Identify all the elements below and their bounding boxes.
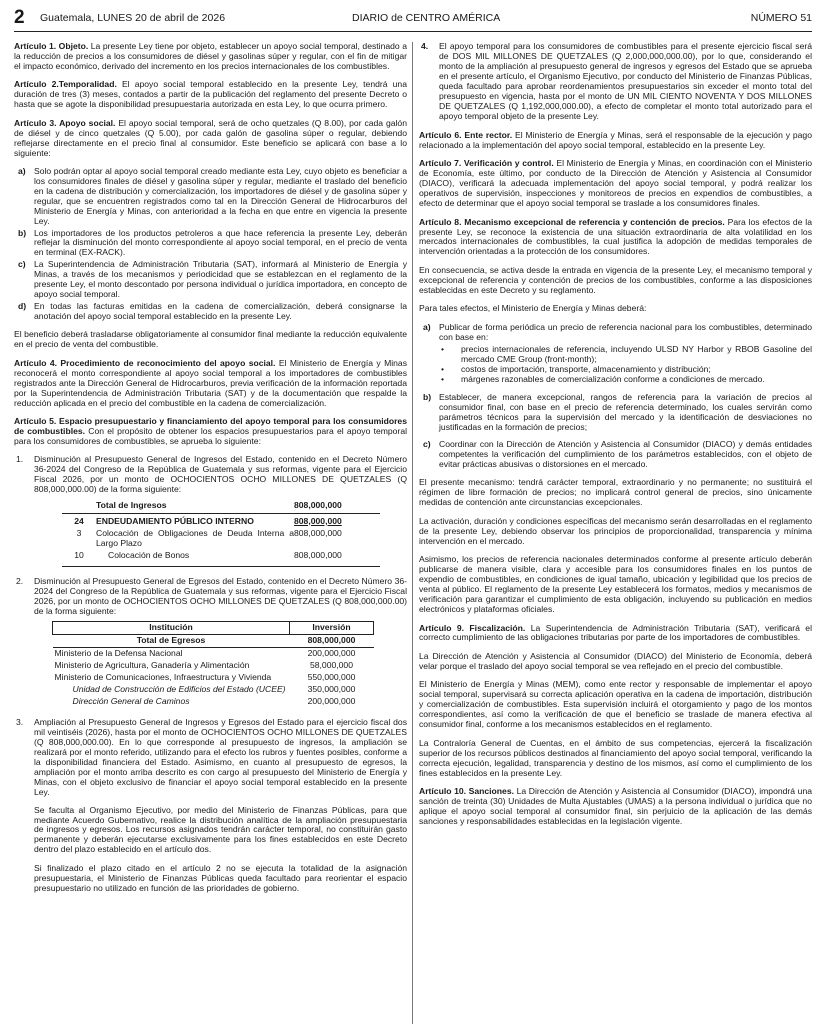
article-6-title: Artículo 6. Ente rector. xyxy=(419,129,513,140)
article-1-title: Artículo 1. Objeto. xyxy=(14,41,89,51)
numbered-item-label: 3. xyxy=(16,716,24,727)
right-column xyxy=(419,42,812,902)
row-amount: 550,000,000 xyxy=(307,671,356,682)
row-label: Colocación de Bonos xyxy=(108,549,190,560)
list-item-text: En todas las facturas emitidas en la cadena de comercialización, deberá consignarse la anotación del apoyo social temporal establecido en la presente Ley. xyxy=(34,301,407,322)
article-10 xyxy=(419,787,812,827)
expenditure-table xyxy=(52,621,374,708)
numbered-item-label: 2. xyxy=(16,576,24,587)
bullet-text: precios internacionales de referencia, incluyendo ULSD NY Harbor y RBOB Gasoline del mercado CME Group (front-month); xyxy=(461,343,812,364)
article-7-text: El Ministerio de Energía y Minas, en coordinación con el Ministerio de Economía, este último, por conducto de la Dirección de Atención y Asistencia al Consumidor (DIACO), verificará la adecuada implementación del apoyo social temporal, y podrá realizar los operativos de supervisión, inspecciones y monitoreos de precios en expendios de combustibles, a efecto de determinar que el apoyo social temporal se traslade a los consumidores finales. xyxy=(419,158,813,209)
article-5-text: Con el propósito de obtener los espacios presupuestarios para el apoyo temporal para los consumidores de combustibles, se aprueba lo siguiente: xyxy=(14,425,408,446)
article-9 xyxy=(419,624,812,644)
numbered-item xyxy=(14,718,407,798)
article-8-paragraph: El presente mecanismo: tendrá carácter temporal, extraordinario y no permanente; no sustituirá el régimen de libre formación de precios; no implicará control general de precios, sino únicamente medidas de contención ante circunstancias excepcionales. xyxy=(419,477,812,508)
table-row xyxy=(53,660,374,672)
table-header-amount: 808,000,000 xyxy=(294,499,380,513)
numbered-item-text: Ampliación al Presupuesto General de Ingresos y Egresos del Estado para el ejercicio fiscal dos mil veintiséis (2026), hasta por el monto de OCHOCIENTOS OCHO MILLONES DE QUETZALES (Q 808,000,000.00). En lo que corresponde al presupuesto de ingresos, la ampliación se realizará por el monto referido, utilizando para el efecto los rubros y fuentes posibles, conforme a la disponibilidad financiera del Estado. Asimismo, en cuanto al presupuesto de egresos, la ampliación por el monto arriba descrito es con cargo al presupuesto del Ministerio de Energía y Minas, con el objeto exclusivo de financiar el apoyo social temporal establecido en la presente Ley. xyxy=(34,716,407,797)
publication-name: DIARIO de CENTRO AMÉRICA xyxy=(352,12,501,25)
article-9-title: Artículo 9. Fiscalización. xyxy=(419,622,526,633)
row-amount: 808,000,000 xyxy=(294,549,342,560)
list-item-text: Coordinar con la Dirección de Atención y Asistencia al Consumidor (DIACO) y demás entidades competentes la verificación del cumplimiento de los parámetros establecidos, con el objeto de evitar prácticas abusivas o distorsiones en el mercado. xyxy=(439,439,812,470)
article-9-text: La Superintendencia de Administración Tributaria (SAT), verificará el correcto cumplimiento de las obligaciones tributarias por parte de los importadores de combustibles. xyxy=(419,622,812,643)
table-row xyxy=(53,684,374,696)
numbered-item xyxy=(419,42,812,122)
page-number: 2 xyxy=(14,7,25,29)
article-8-paragraph: En consecuencia, se activa desde la entrada en vigencia de la presente Ley, el mecanismo temporal y excepcional de referencia y contención de precios de los combustibles, conforme a las disposiciones establecidas en este Decreto y su reglamento. xyxy=(419,264,812,295)
publication-date: Guatemala, LUNES 20 de abril de 2026 xyxy=(40,12,226,25)
row-label: Unidad de Construcción de Edificios del Estado (UCEE) xyxy=(72,683,286,694)
list-item-text: Publicar de forma periódica un precio de referencia nacional para los combustibles, determinado con base en: xyxy=(439,321,812,342)
list-item-text: Establecer, de manera excepcional, rangos de referencia para la variación de precios al consumidor final, con base en el precio de referencia determinado, los cuales servirán como parámetros técnicos para la supervisión del mercado y la identificación de desviaciones no justificadas en la formación de precios; xyxy=(439,391,812,432)
row-label: Ministerio de Comunicaciones, Infraestructura y Vivienda xyxy=(54,671,272,682)
row-label: Colocación de Obligaciones de Deuda Interna a Largo Plazo xyxy=(96,527,294,548)
numbered-item-text: El apoyo temporal para los consumidores de combustibles para el presente ejercicio fiscal será de DOS MIL MILLONES DE QUETZALES (Q 2,000,000,000.00), por lo que, considerando el monto de la ampliación al presupuesto general de ingresos y egresos del Estado que se aprueba en el presente artículo, el Organismo Ejecutivo, por conducto del Ministerio de Finanzas Públicas, queda facultado para aprobar reordenamientos presupuestarios sin exceder el monto total del presupuesto en vigencia, hasta por el monto de UN MIL CIENTO NOVENTA Y DOS MILLONES DE QUETZALES (Q 1,192,000,000.00), a efecto de completar el monto total autorizado para el apoyo temporal objeto de la presente Ley. xyxy=(439,41,812,121)
column-divider xyxy=(412,42,413,1024)
article-2-text: El apoyo social temporal establecido en la presente Ley, tendrá una duración de tres (3) meses, contados a partir de la publicación del reglamento del presente Decreto o hasta que se agote la disponibilidad presupuestaria autorizada en esta Ley, lo que ocurra primero. xyxy=(14,79,407,110)
list-item xyxy=(14,302,407,322)
article-7-title: Artículo 7. Verificación y control. xyxy=(419,158,554,169)
list-item xyxy=(14,229,407,259)
list-item-label: a) xyxy=(18,165,26,176)
article-5-title: Artículo 5. Espacio presupuestario y financiamiento del apoyo temporal para los consumidores de combustibles. xyxy=(14,416,407,436)
table-total-row xyxy=(53,634,374,647)
bullet-list xyxy=(419,345,812,385)
issue-number: NÚMERO 51 xyxy=(750,12,812,25)
article-4 xyxy=(14,359,407,409)
article-6-text: El Ministerio de Energía y Minas, será el responsable de la ejecución y pago relacionado a la implementación del apoyo social temporal, establecido en la presente Ley. xyxy=(419,129,812,150)
article-6 xyxy=(419,131,812,151)
list-item xyxy=(14,167,407,227)
numbered-item-text: Disminución al Presupuesto General de Ingresos del Estado, contenido en el Decreto Número 36-2024 del Congreso de la República de Guatemala y sus reformas, vigente para el Ejercicio Fiscal 2026, por un monto de OCHOCIENTOS OCHO MILLONES DE QUETZALES (Q 808,000,000.00) de la forma siguiente: xyxy=(34,453,407,494)
table-row xyxy=(62,550,380,562)
article-8-paragraph: Asimismo, los precios de referencia nacionales determinados conforme al presente artículo deberán publicarse de manera visible, clara y accesible para los consumidores finales en los puntos de expendio de combustibles, en condiciones de igual tamaño, ubicación y legibilidad que los precios de venta al público. El reglamento de la presente Ley establecerá los formatos, medios y mecanismos de verificación para garantizar el cumplimiento de esta obligación, incluyendo su publicación en medios electrónicos y plataformas oficiales. xyxy=(419,554,812,615)
article-8-paragraph: Para tales efectos, el Ministerio de Energía y Minas deberá: xyxy=(419,303,647,314)
article-5-paragraph: Si finalizado el plazo citado en el artículo 2 no se ejecuta la totalidad de la asignación presupuestaria, el Ministerio de Finanzas Públicas queda facultado para reorientar el espacio presupuestario no utilizado en función de las prioridades de gobierno. xyxy=(34,862,407,893)
list-item-text: Los importadores de los productos petroleros a que hace referencia la presente Ley, deberán reflejar la disminución del monto correspondiente al apoyo social temporal, en el precio de venta en terminal (EX-RACK). xyxy=(34,227,407,258)
article-3-title: Artículo 3. Apoyo social. xyxy=(14,117,116,128)
article-9-paragraph: La Contraloría General de Cuentas, en el ámbito de sus competencias, ejercerá la fiscalización superior de los recursos públicos destinados al financiamiento del apoyo social temporal, verificando la correcta ejecución, legalidad, transparencia y destino de los mismos, así como el cumplimiento de los fines establecidos en la presente Ley. xyxy=(419,737,812,778)
article-7 xyxy=(419,159,812,209)
article-8-text: Para los efectos de la presente Ley, se reconoce la existencia de una situación extraordinaria de alta volatilidad en los mercados internacionales de combustibles, la cual justifica la adopción de medidas temporales de intervención orientadas a la protección de los consumidores. xyxy=(419,216,812,257)
list-item xyxy=(419,323,812,343)
article-5 xyxy=(14,417,407,447)
article-1 xyxy=(14,42,407,72)
bullet-text: márgenes razonables de comercialización conforme a condiciones de mercado. xyxy=(461,373,765,384)
row-label: ENDEUDAMIENTO PÚBLICO INTERNO xyxy=(96,515,254,526)
total-amount: 808,000,000 xyxy=(290,634,374,647)
list-item xyxy=(14,260,407,300)
bullet-icon: • xyxy=(441,343,445,354)
article-8-title: Artículo 8. Mecanismo excepcional de referencia y contención de precios. xyxy=(419,216,725,227)
page-header xyxy=(14,6,812,32)
article-4-title: Artículo 4. Procedimiento de reconocimiento del apoyo social. xyxy=(14,357,276,368)
bullet-item xyxy=(441,375,812,385)
article-10-text: La Dirección de Atención y Asistencia al Consumidor (DIACO), impondrá una sanción de treinta (30) Unidades de Multa Ajustables (UMAS) a la persona individual o jurídica que no aplique el apoyo social temporal al consumidor final, sin perjuicio de la aplicación de las demás sanciones y responsabilidades establecidas en la legislación vigente. xyxy=(419,786,813,826)
article-4-text: El Ministerio de Energía y Minas reconocerá el monto correspondiente al apoyo social temporal a los importadores de combustibles registrados ante la Dirección General de Hidrocarburos, previa verificación de la información reportada por la Superintendencia de Administración Tributaria (SAT) y de la documentación que respalde la reducción aplicada en el precio del combustible en la cadena de comercialización. xyxy=(14,357,407,408)
row-amount: 58,000,000 xyxy=(309,659,353,670)
row-amount: 808,000,000 xyxy=(294,527,342,538)
table-row xyxy=(53,672,374,684)
row-code: 24 xyxy=(74,515,84,526)
table-row xyxy=(62,513,380,527)
article-3-closing: El beneficio deberá trasladarse obligatoriamente al consumidor final mediante la reducción equivalente en el precio de venta del combustible. xyxy=(14,329,407,350)
list-item-label: a) xyxy=(423,321,431,332)
columns xyxy=(14,42,812,902)
list-item-label: b) xyxy=(423,391,432,402)
revenue-table xyxy=(62,499,380,567)
row-label: Dirección General de Caminos xyxy=(72,695,190,706)
article-3 xyxy=(14,119,407,159)
list-item-label: c) xyxy=(423,439,431,450)
row-label: Ministerio de Agricultura, Ganadería y Alimentación xyxy=(54,659,250,670)
article-2-title: Artículo 2.Temporalidad. xyxy=(14,79,117,90)
article-9-paragraph: La Dirección de Atención y Asistencia al Consumidor (DIACO) del Ministerio de Economía, deberá velar porque el traslado del apoyo social temporal se vea reflejado en el precio del combustible. xyxy=(419,650,812,671)
list-item-label: c) xyxy=(18,259,26,270)
article-9-paragraph: El Ministerio de Energía y Minas (MEM), como ente rector y responsable de implementar el apoyo social temporal, supervisará su correcta aplicación operativa en la cadena de importación, distribución y comercialización de combustibles. Esta supervisión incluirá el otorgamiento y pago de los montos correspondientes, así como la verificación de que el beneficio se traslade de manera efectiva al consumidor final, conforme a los mecanismos establecidos en el reglamento. xyxy=(419,679,812,730)
column-header-institution: Institución xyxy=(53,622,290,635)
list-item xyxy=(419,393,812,433)
table-rule xyxy=(62,562,380,567)
row-label: Ministerio de la Defensa Nacional xyxy=(54,647,183,658)
numbered-item-text: Disminución al Presupuesto General de Egresos del Estado, contenido en el Decreto Número 36-2024 del Congreso de la República de Guatemala y sus reformas, vigente para el Ejercicio Fiscal 2026, por un monto de OCHOCIENTOS OCHO MILLONES DE QUETZALES (Q 808,000,000.00) de la forma siguiente: xyxy=(34,576,407,617)
table-header-row xyxy=(62,499,380,513)
numbered-item xyxy=(14,577,407,617)
list-item-text: Solo podrán optar al apoyo social temporal creado mediante esta Ley, cuyo objeto es beneficiar a los consumidores finales de diésel y gasolina súper y regular, mediante el traslado del beneficio en la cadena de distribución y comercialización, los importadores de diésel y de gasolina súper y regular, que se encuentren registrados como tal en la Dirección General de Hidrocarburos del Ministerio de Energía y Minas, con anterioridad a la fecha en que entre en vigencia la presente Ley. xyxy=(34,165,407,226)
list-item-label: b) xyxy=(18,227,27,238)
row-amount: 200,000,000 xyxy=(307,647,356,658)
list-item xyxy=(419,440,812,470)
list-item-text: La Superintendencia de Administración Tributaria (SAT), informará al Ministerio de Energía y Minas, a través de los mecanismos y periodicidad que se establezcan en el reglamento de la presente Ley, el monto descontado por persona individual o jurídica importadora, en concepto de apoyo social temporal. xyxy=(34,259,407,300)
list-item-label: d) xyxy=(18,301,27,312)
row-amount: 350,000,000 xyxy=(307,683,356,694)
article-10-title: Artículo 10. Sanciones. xyxy=(419,786,514,797)
article-1-text: La presente Ley tiene por objeto, establecer un apoyo social temporal, destinado a la reducción de precios a los consumidores de diésel y gasolinas súper y regular, con el fin de mitigar el impacto económico, derivado del incremento en los precios internacionales de los combustibles. xyxy=(14,41,407,71)
article-3-text: El apoyo social temporal, será de ocho quetzales (Q 8.00), por cada galón de diésel y de cinco quetzales (Q 5.00), por cada galón de gasolina súper o regular, debiendo reflejarse directamente en el precio final al consumidor. Este beneficio se aplicará con base a lo siguiente: xyxy=(14,117,407,158)
table-header-label: Total de Ingresos xyxy=(96,499,294,513)
numbered-item xyxy=(14,455,407,495)
left-column xyxy=(14,42,407,902)
column-header-investment: Inversión xyxy=(290,622,374,635)
table-row xyxy=(62,528,380,550)
article-5-paragraph: Se faculta al Organismo Ejecutivo, por medio del Ministerio de Finanzas Públicas, para que mediante Acuerdo Gubernativo, realice la distribución analítica de la ampliación presupuestaria de ingresos y egresos. Los recursos asignados tendrán carácter temporal, no constituirán gasto permanente y deberán ejecutarse exclusivamente para los fines establecidos en este Decreto dentro del plazo establecido en el artículo dos. xyxy=(34,804,407,855)
row-amount: 808,000,000 xyxy=(294,515,342,526)
numbered-item-label: 1. xyxy=(16,453,24,464)
row-amount: 200,000,000 xyxy=(307,695,356,706)
table-row xyxy=(53,696,374,708)
bullet-item xyxy=(441,345,812,365)
article-3-list xyxy=(14,167,407,323)
table-header-row xyxy=(53,622,374,635)
article-8-paragraph: La activación, duración y condiciones específicas del mecanismo serán desarrolladas en el reglamento de la presente Ley, debiendo observar los principios de proporcionalidad, transparencia y mínima intervención en el mercado. xyxy=(419,515,812,546)
table-row xyxy=(53,647,374,659)
bullet-text: costos de importación, transporte, almacenamiento y distribución; xyxy=(461,363,711,374)
article-8 xyxy=(419,218,812,258)
numbered-item-label: 4. xyxy=(421,41,429,51)
bullet-icon: • xyxy=(441,373,445,384)
row-code: 3 xyxy=(76,527,82,538)
row-code: 10 xyxy=(74,549,84,560)
article-2 xyxy=(14,80,407,110)
bullet-icon: • xyxy=(441,363,445,374)
total-label: Total de Egresos xyxy=(53,634,290,647)
